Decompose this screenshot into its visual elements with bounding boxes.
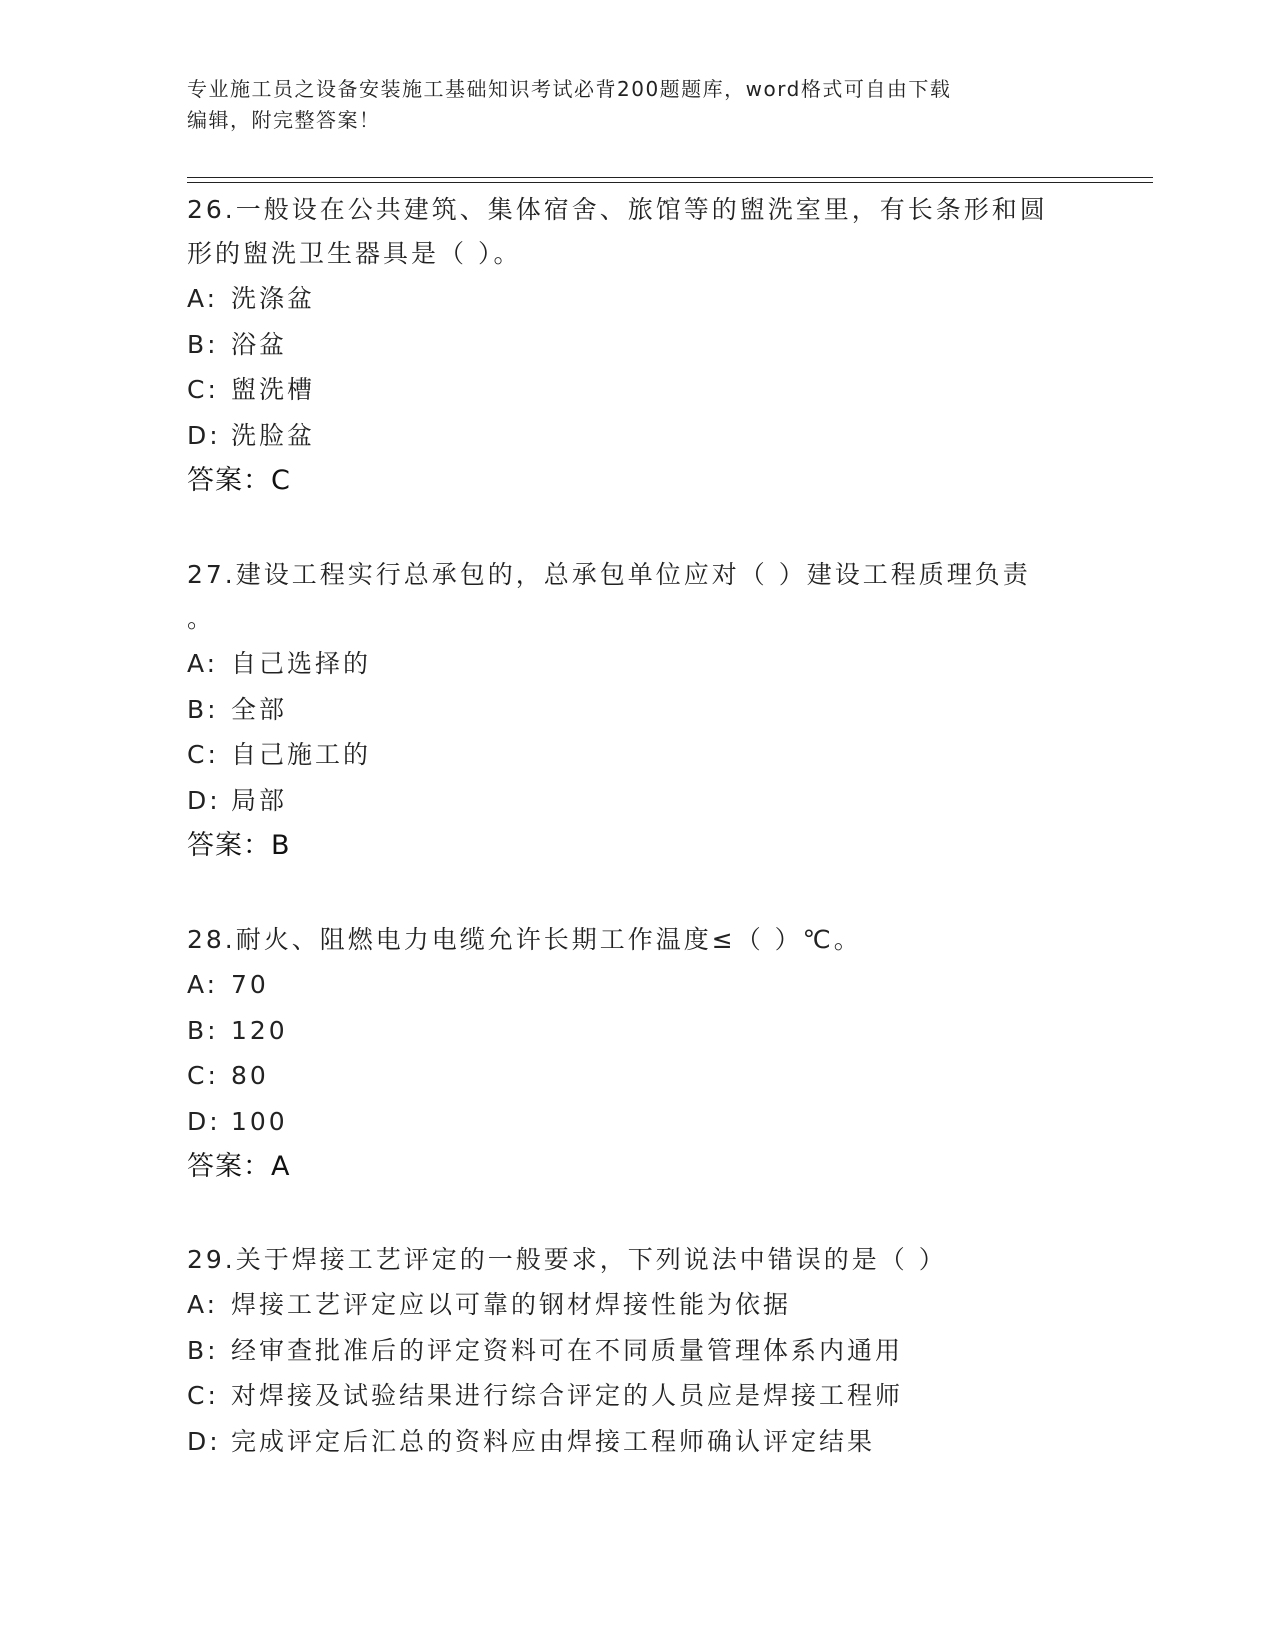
question-27 bbox=[187, 553, 1087, 869]
option-d bbox=[187, 778, 1087, 824]
option-c bbox=[187, 367, 1087, 413]
option-letter: A: bbox=[187, 970, 219, 999]
option-a bbox=[187, 1282, 1087, 1328]
answer-line: 答案：A bbox=[187, 1151, 291, 1182]
option-b bbox=[187, 1328, 1087, 1374]
option-letter: D: bbox=[187, 1106, 221, 1136]
option-letter: D: bbox=[187, 1426, 221, 1456]
option-letter: C: bbox=[187, 375, 219, 404]
question-29 bbox=[187, 1238, 1087, 1464]
option-text: 局部 bbox=[231, 785, 288, 815]
header-divider-bottom bbox=[187, 182, 1153, 183]
option-text: 盥洗槽 bbox=[231, 375, 316, 404]
question-stem-line-1: 29.关于焊接工艺评定的一般要求，下列说法中错误的是（ ） bbox=[187, 1245, 947, 1274]
answer-line: 答案：B bbox=[187, 830, 291, 861]
question-26 bbox=[187, 188, 1087, 504]
option-letter: D: bbox=[187, 420, 221, 450]
option-text: 经审查批准后的评定资料可在不同质量管理体系内通用 bbox=[231, 1335, 904, 1365]
header-line-1: 专业施工员之设备安装施工基础知识考试必背200题题库，word格式可自由下载 bbox=[187, 77, 952, 101]
option-letter: C: bbox=[187, 1381, 219, 1410]
option-text: 自己施工的 bbox=[231, 740, 372, 769]
question-stem-line-1: 26.一般设在公共建筑、集体宿舍、旅馆等的盥洗室里，有长条形和圆 bbox=[187, 195, 1048, 224]
header-divider-top bbox=[187, 177, 1153, 178]
option-text: 70 bbox=[231, 970, 269, 999]
option-text: 120 bbox=[231, 1015, 288, 1045]
option-c bbox=[187, 1053, 1087, 1099]
option-text: 80 bbox=[231, 1061, 269, 1090]
question-stem-line-1: 28.耐火、阻燃电力电缆允许长期工作温度≤（ ）℃。 bbox=[187, 925, 862, 954]
option-letter: A: bbox=[187, 649, 219, 678]
option-a bbox=[187, 641, 1087, 687]
option-text: 对焊接及试验结果进行综合评定的人员应是焊接工程师 bbox=[231, 1381, 904, 1410]
option-letter: B: bbox=[187, 1015, 219, 1045]
option-text: 100 bbox=[231, 1106, 288, 1136]
question-stem-line-2: 。 bbox=[187, 604, 216, 633]
question-28 bbox=[187, 918, 1087, 1190]
question-stem-line-2: 形的盥洗卫生器具是（ ）。 bbox=[187, 239, 522, 268]
option-b bbox=[187, 1008, 1087, 1054]
header-line-2: 编辑，附完整答案！ bbox=[187, 108, 381, 132]
option-letter: C: bbox=[187, 740, 219, 769]
option-a bbox=[187, 276, 1087, 322]
option-letter: B: bbox=[187, 329, 219, 359]
option-text: 焊接工艺评定应以可靠的钢材焊接性能为依据 bbox=[231, 1290, 792, 1319]
answer-line: 答案：C bbox=[187, 465, 291, 496]
option-d bbox=[187, 413, 1087, 459]
option-a bbox=[187, 962, 1087, 1008]
question-stem-line-1: 27.建设工程实行总承包的，总承包单位应对（ ）建设工程质理负责 bbox=[187, 560, 1031, 589]
option-text: 全部 bbox=[231, 694, 288, 724]
option-text: 洗涤盆 bbox=[231, 284, 316, 313]
option-letter: A: bbox=[187, 284, 219, 313]
option-b bbox=[187, 687, 1087, 733]
option-d bbox=[187, 1419, 1087, 1465]
option-letter: D: bbox=[187, 785, 221, 815]
option-text: 浴盆 bbox=[231, 329, 288, 359]
option-text: 洗脸盆 bbox=[231, 420, 316, 450]
option-letter: A: bbox=[187, 1290, 219, 1319]
option-letter: C: bbox=[187, 1061, 219, 1090]
document-header bbox=[187, 74, 1067, 136]
option-text: 完成评定后汇总的资料应由焊接工程师确认评定结果 bbox=[231, 1426, 876, 1456]
option-d bbox=[187, 1099, 1087, 1145]
option-letter: B: bbox=[187, 1335, 219, 1365]
option-letter: B: bbox=[187, 694, 219, 724]
option-b bbox=[187, 322, 1087, 368]
option-text: 自己选择的 bbox=[231, 649, 372, 678]
option-c bbox=[187, 732, 1087, 778]
option-c bbox=[187, 1373, 1087, 1419]
